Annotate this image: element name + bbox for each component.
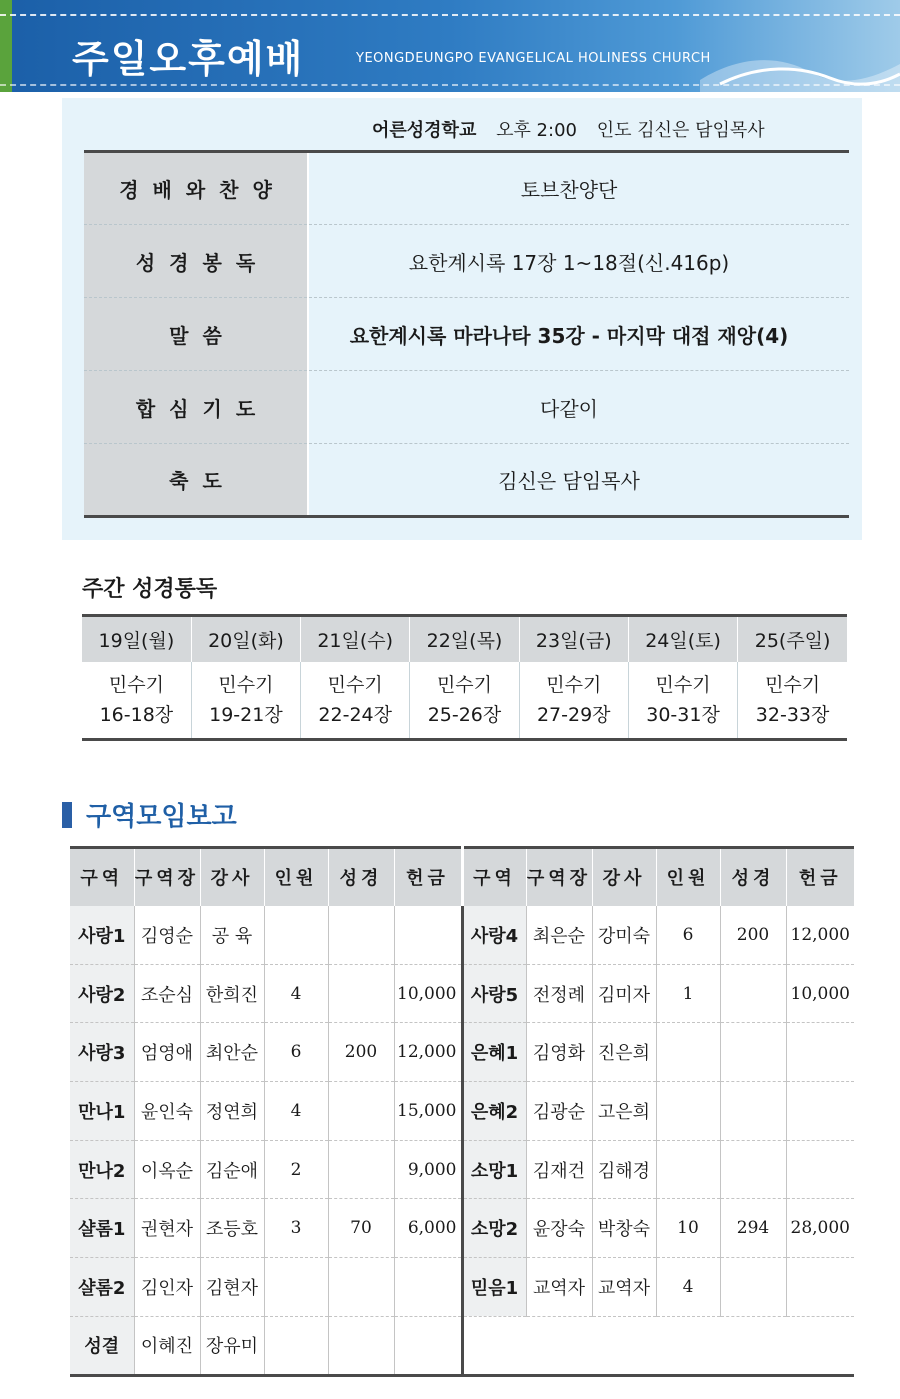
offering-cell: 12,000	[786, 906, 854, 965]
bible-cell	[720, 964, 786, 1023]
leader-cell: 최은순	[526, 906, 592, 965]
leader-cell: 이옥순	[134, 1140, 200, 1199]
people-cell: 10	[656, 1199, 720, 1258]
bible-cell	[720, 1140, 786, 1199]
district-cell: 믿음1	[462, 1258, 526, 1317]
district-cell: 만나1	[70, 1082, 134, 1141]
people-cell: 4	[656, 1258, 720, 1317]
people-cell: 4	[264, 964, 328, 1023]
district-report-table	[70, 846, 854, 1377]
teacher-cell: 김해경	[592, 1140, 656, 1199]
bible-cell	[328, 1140, 394, 1199]
leader-cell: 교역자	[526, 1258, 592, 1317]
order-row	[84, 225, 849, 298]
weekly-book: 민수기	[218, 673, 274, 696]
district-cell: 사랑5	[462, 964, 526, 1023]
weekly-reading-row	[82, 662, 847, 740]
table-row	[70, 1140, 854, 1199]
order-row	[84, 444, 849, 517]
leader-cell: 권현자	[134, 1199, 200, 1258]
teacher-cell: 정연희	[200, 1082, 264, 1141]
people-cell: 6	[656, 906, 720, 965]
district-cell: 사랑2	[70, 964, 134, 1023]
people-cell	[656, 1023, 720, 1082]
weekly-day: 21일(수)	[301, 616, 410, 662]
bible-cell	[328, 1082, 394, 1141]
offering-cell: 6,000	[394, 1199, 462, 1258]
teacher-cell: 공 육	[200, 906, 264, 965]
leader-cell: 엄영애	[134, 1023, 200, 1082]
district-cell: 소망2	[462, 1199, 526, 1258]
bible-cell	[720, 1082, 786, 1141]
bible-cell: 200	[720, 906, 786, 965]
dashed-divider-bottom	[0, 84, 900, 86]
header-teacher: 강사	[592, 848, 656, 906]
offering-cell	[786, 1082, 854, 1141]
people-cell: 4	[264, 1082, 328, 1141]
bible-cell	[720, 1258, 786, 1317]
district-cell: 만나2	[70, 1140, 134, 1199]
service-order-table	[84, 150, 849, 518]
header-leader: 구역장	[526, 848, 592, 906]
order-value: 토브찬양단	[308, 152, 849, 225]
report-header-row	[70, 848, 854, 906]
offering-cell	[786, 1023, 854, 1082]
header-teacher: 강사	[200, 848, 264, 906]
table-row	[70, 1023, 854, 1082]
weekly-book: 민수기	[655, 673, 711, 696]
church-name: YEONGDEUNGPO EVANGELICAL HOLINESS CHURCH	[356, 51, 711, 66]
header-bible: 성경	[720, 848, 786, 906]
table-row	[70, 964, 854, 1023]
people-cell	[656, 1082, 720, 1141]
district-cell: 사랑3	[70, 1023, 134, 1082]
weekly-chapters: 32-33장	[755, 703, 830, 726]
people-cell	[264, 1258, 328, 1317]
header-leader: 구역장	[134, 848, 200, 906]
weekly-book: 민수기	[327, 673, 383, 696]
order-value-sermon: 요한계시록 마라나타 35강 - 마지막 대접 재앙(4)	[308, 298, 849, 371]
weekly-header-row	[82, 616, 847, 662]
leader-cell: 조순심	[134, 964, 200, 1023]
offering-cell: 28,000	[786, 1199, 854, 1258]
empty-cell	[462, 1316, 854, 1375]
district-cell: 소망1	[462, 1140, 526, 1199]
weekly-chapters: 27-29장	[536, 703, 611, 726]
weekly-chapters: 16-18장	[99, 703, 174, 726]
people-cell: 1	[656, 964, 720, 1023]
teacher-cell: 최안순	[200, 1023, 264, 1082]
weekly-day: 22일(목)	[410, 616, 519, 662]
dashed-divider-top	[0, 14, 900, 16]
district-cell: 샬롬1	[70, 1199, 134, 1258]
weekly-book: 민수기	[765, 673, 821, 696]
bible-cell: 294	[720, 1199, 786, 1258]
weekly-chapters: 30-31장	[646, 703, 720, 726]
weekly-reading-cell	[191, 662, 300, 740]
district-cell: 사랑4	[462, 906, 526, 965]
offering-cell	[394, 906, 462, 965]
bible-cell	[328, 964, 394, 1023]
weekly-book: 민수기	[108, 673, 164, 696]
order-label: 축도	[84, 444, 308, 517]
weekly-chapters: 25-26장	[427, 703, 502, 726]
section-marker-icon	[62, 802, 72, 828]
header-offering: 헌금	[394, 848, 462, 906]
order-value: 다같이	[308, 371, 849, 444]
table-row	[70, 1316, 854, 1375]
people-cell: 3	[264, 1199, 328, 1258]
people-cell	[264, 906, 328, 965]
teacher-cell: 한희진	[200, 964, 264, 1023]
table-row	[70, 1082, 854, 1141]
report-title-text: 구역모임보고	[86, 802, 237, 832]
weekly-reading-cell	[301, 662, 410, 740]
table-row	[70, 1199, 854, 1258]
weekly-reading-cell	[410, 662, 519, 740]
order-row	[84, 371, 849, 444]
weekly-reading-table	[82, 614, 847, 741]
district-cell: 사랑1	[70, 906, 134, 965]
leader-cell: 전정례	[526, 964, 592, 1023]
weekly-reading-cell	[519, 662, 628, 740]
order-row	[84, 152, 849, 225]
teacher-cell: 진은희	[592, 1023, 656, 1082]
offering-cell: 12,000	[394, 1023, 462, 1082]
header-bible: 성경	[328, 848, 394, 906]
district-cell: 은혜1	[462, 1023, 526, 1082]
order-label: 경배와찬양	[84, 152, 308, 225]
teacher-cell: 김미자	[592, 964, 656, 1023]
order-label: 성경봉독	[84, 225, 308, 298]
weekly-reading-title: 주간 성경통독	[82, 577, 218, 602]
leader-cell: 이혜진	[134, 1316, 200, 1375]
bible-cell	[720, 1023, 786, 1082]
table-row	[70, 906, 854, 965]
teacher-cell: 강미숙	[592, 906, 656, 965]
offering-cell: 10,000	[786, 964, 854, 1023]
weekly-book: 민수기	[546, 673, 602, 696]
weekly-day: 23일(금)	[519, 616, 628, 662]
leader-cell: 김재건	[526, 1140, 592, 1199]
teacher-cell: 장유미	[200, 1316, 264, 1375]
weekly-day: 20일(화)	[191, 616, 300, 662]
offering-cell: 9,000	[394, 1140, 462, 1199]
offering-cell: 15,000	[394, 1082, 462, 1141]
people-cell	[264, 1316, 328, 1375]
leader-cell: 김인자	[134, 1258, 200, 1317]
weekly-day: 25(주일)	[738, 616, 847, 662]
bible-school-info	[372, 116, 779, 142]
teacher-cell: 박창숙	[592, 1199, 656, 1258]
header-banner	[0, 0, 900, 92]
weekly-reading-cell	[82, 662, 191, 740]
teacher-cell: 김현자	[200, 1258, 264, 1317]
teacher-cell: 교역자	[592, 1258, 656, 1317]
bible-school-time: 오후 2:00	[496, 120, 577, 141]
weekly-day: 19일(월)	[82, 616, 191, 662]
leader-cell: 김영순	[134, 906, 200, 965]
leader-cell: 김영화	[526, 1023, 592, 1082]
header-people: 인원	[656, 848, 720, 906]
table-row	[70, 1258, 854, 1317]
order-value: 김신은 담임목사	[498, 469, 640, 493]
weekly-day: 24일(토)	[628, 616, 737, 662]
people-cell: 2	[264, 1140, 328, 1199]
order-row	[84, 298, 849, 371]
weekly-book: 민수기	[436, 673, 493, 696]
district-cell: 샬롬2	[70, 1258, 134, 1317]
weekly-chapters: 19-21장	[209, 703, 283, 726]
district-cell: 성결	[70, 1316, 134, 1375]
district-cell: 은혜2	[462, 1082, 526, 1141]
header-people: 인원	[264, 848, 328, 906]
report-title	[62, 796, 237, 833]
leader-cell: 김광순	[526, 1082, 592, 1141]
order-value: 요한계시록 17장 1~18절(신.416p)	[308, 225, 849, 298]
header-offering: 헌금	[786, 848, 854, 906]
offering-cell	[786, 1258, 854, 1317]
people-cell: 6	[264, 1023, 328, 1082]
people-cell	[656, 1140, 720, 1199]
offering-cell	[786, 1140, 854, 1199]
order-label: 말씀	[84, 298, 308, 371]
leader-cell: 윤인숙	[134, 1082, 200, 1141]
bible-school-leader: 인도 김신은 담임목사	[596, 120, 765, 141]
offering-cell	[394, 1316, 462, 1375]
page-title: 주일오후예배	[72, 37, 305, 81]
weekly-reading-cell	[738, 662, 847, 740]
bible-cell: 70	[328, 1199, 394, 1258]
order-label: 합심기도	[84, 371, 308, 444]
weekly-reading-cell	[628, 662, 737, 740]
offering-cell	[394, 1258, 462, 1317]
weekly-chapters: 22-24장	[318, 703, 392, 726]
header-district: 구역	[70, 848, 134, 906]
teacher-cell: 조등호	[200, 1199, 264, 1258]
bible-cell	[328, 906, 394, 965]
bible-cell: 200	[328, 1023, 394, 1082]
leader-cell: 윤장숙	[526, 1199, 592, 1258]
bible-cell	[328, 1316, 394, 1375]
bible-cell	[328, 1258, 394, 1317]
teacher-cell: 김순애	[200, 1140, 264, 1199]
offering-cell: 10,000	[394, 964, 462, 1023]
header-district: 구역	[462, 848, 526, 906]
bible-school-name: 어른성경학교	[372, 120, 477, 141]
teacher-cell: 고은희	[592, 1082, 656, 1141]
